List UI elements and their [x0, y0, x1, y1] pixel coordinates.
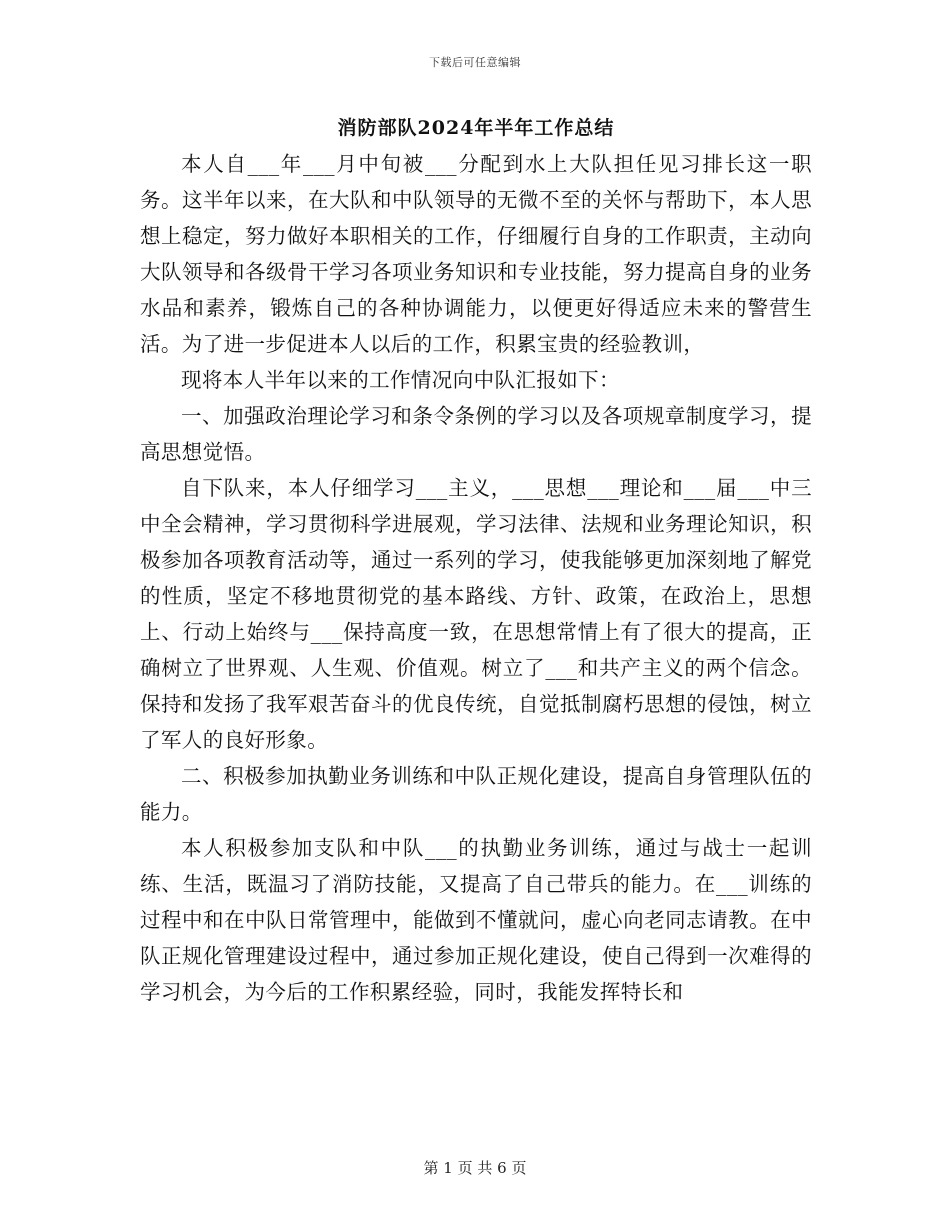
paragraph-political-study: 自下队来，本人仔细学习___主义，___思想___理论和___届___中三中全会精神，学习贯彻科学进展观，学习法律、法规和业务理论知识，积极参加各项教育活动等，通过一系列的学习，使我能够更加深刻地了解党的性质，坚定不移地贯彻党的基本路线、方针、政策，在政治上，思想上、行动上始终与___保持高度一致，在思想常情上有了很大的提高，正确树立了世界观、人生观、价值观。树立了___和共产主义的两个信念。保持和发扬了我军艰苦奋斗的优良传统，自觉抵制腐朽思想的侵蚀，树立了军人的良好形象。: [140, 476, 812, 752]
paragraph-report-lead: 现将本人半年以来的工作情况向中队汇报如下：: [181, 368, 620, 392]
paragraph-intro: 本人自___年___月中旬被___分配到水上大队担任见习排长这一职务。这半年以来，在大队和中队领导的无微不至的关怀与帮助下，本人思想上稳定，努力做好本职相关的工作，仔细履行自身的工作职责，主动向大队领导和各级骨干学习各项业务知识和专业技能，努力提高自身的业务水品和素养，锻炼自己的各种协调能力，以便更好得适应未来的警营生活。为了进一步促进本人以后的工作，积累宝贵的经验教训，: [140, 152, 812, 356]
section-heading-1: 一、加强政治理论学习和条令条例的学习以及各项规章制度学习，提高思想觉悟。: [140, 404, 812, 464]
document-body: [140, 112, 812, 1010]
paragraph-training: 本人积极参加支队和中队___的执勤业务训练，通过与战士一起训练、生活，既温习了消防技能，又提高了自己带兵的能力。在___训练的过程中和在中队日常管理中，能做到不懂就问，虚心向老同志请教。在中队正规化管理建设过程中，通过参加正规化建设，使自己得到一次难得的学习机会，为今后的工作积累经验，同时，我能发挥特长和: [140, 836, 812, 1004]
page-number: 第 1 页 共 6 页: [423, 1159, 527, 1177]
document-title: 消防部队2024年半年工作总结: [337, 117, 615, 139]
section-heading-2: 二、积极参加执勤业务训练和中队正规化建设，提高自身管理队伍的能力。: [140, 764, 812, 824]
download-editable-note: 下载后可任意编辑: [429, 56, 521, 69]
